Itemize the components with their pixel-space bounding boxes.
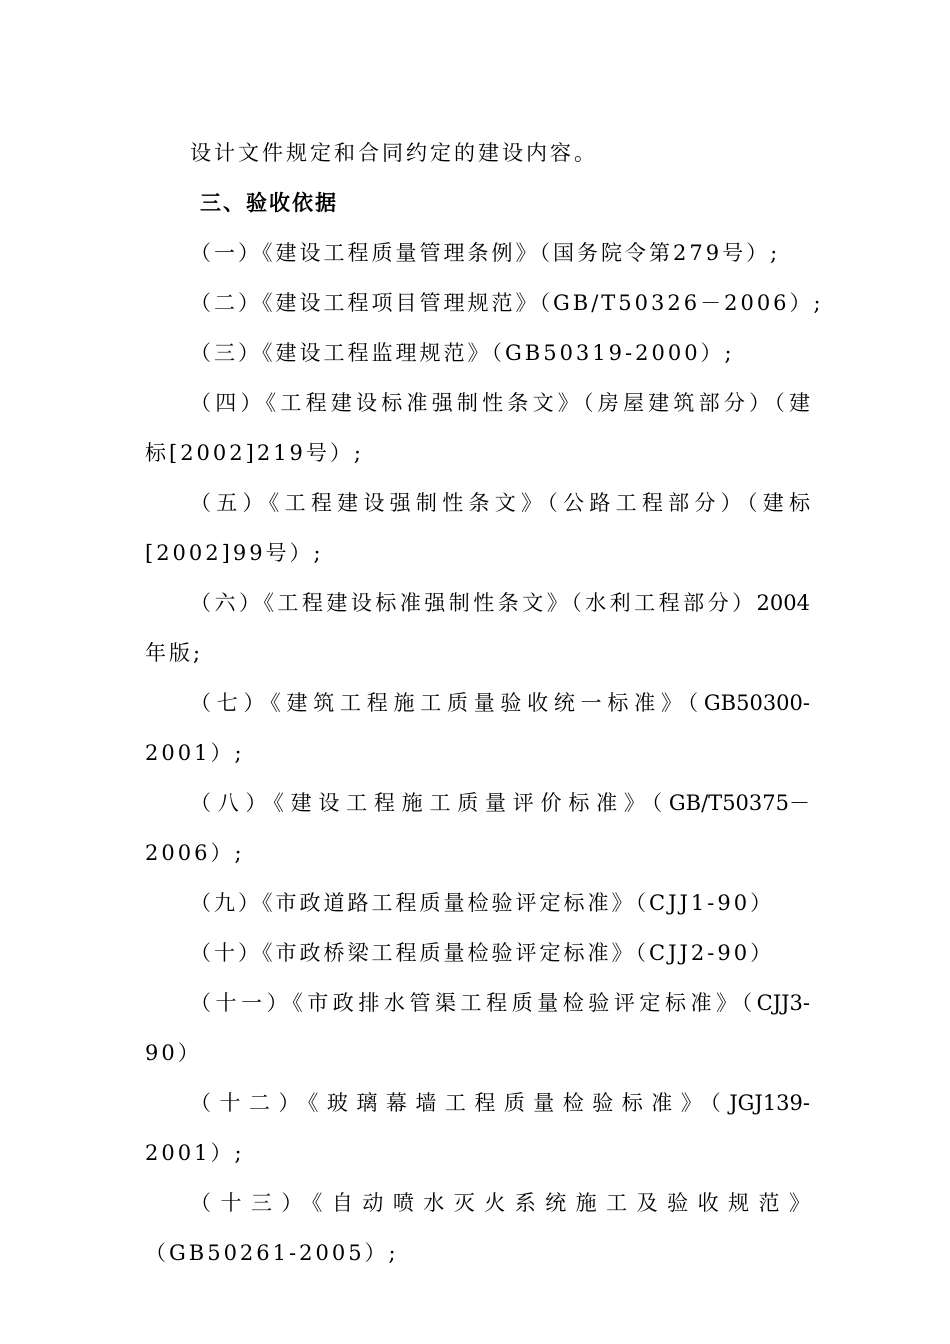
reference-item-12-continued: 2001）; xyxy=(145,1141,245,1165)
reference-item-10: （十）《市政桥梁工程质量检验评定标准》（CJJ2-90） xyxy=(190,941,775,965)
reference-item-11: （十一）《市政排水管渠工程质量检验评定标准》（CJJ3- xyxy=(190,991,810,1015)
reference-item-5: （五）《工程建设强制性条文》（公路工程部分）（建标 xyxy=(190,491,810,515)
reference-item-7: （七）《建筑工程施工质量验收统一标准》（GB50300- xyxy=(190,691,810,715)
reference-item-12: （十二）《玻璃幕墙工程质量检验标准》（JGJ139- xyxy=(190,1091,810,1115)
reference-item-7-continued: 2001）; xyxy=(145,741,245,765)
reference-item-11-continued: 90） xyxy=(145,1041,202,1065)
reference-item-4-continued: 标[2002]219号）; xyxy=(145,441,364,465)
reference-item-6-continued: 年版; xyxy=(145,641,204,665)
section-heading: 三、验收依据 xyxy=(200,191,338,215)
paragraph-line: 设计文件规定和合同约定的建设内容。 xyxy=(190,141,598,165)
reference-item-8-continued: 2006）; xyxy=(145,841,245,865)
reference-item-3: （三）《建设工程监理规范》（GB50319-2000）; xyxy=(190,341,735,365)
reference-item-2: （二）《建设工程项目管理规范》（GB/T50326－2006）; xyxy=(190,291,824,315)
reference-item-4: （四）《工程建设标准强制性条文》（房屋建筑部分）（建 xyxy=(190,391,810,415)
reference-item-13-continued: （GB50261-2005）; xyxy=(145,1241,399,1265)
reference-item-5-continued: [2002]99号）; xyxy=(145,541,324,565)
reference-item-13: （十三）《自动喷水灭火系统施工及验收规范》 xyxy=(190,1191,810,1215)
reference-item-8: （八）《建设工程施工质量评价标准》（GB/T50375－ xyxy=(190,791,810,815)
reference-item-1: （一）《建设工程质量管理条例》（国务院令第279号）; xyxy=(190,241,781,265)
reference-item-9: （九）《市政道路工程质量检验评定标准》（CJJ1-90） xyxy=(190,891,775,915)
reference-item-6: （六）《工程建设标准强制性条文》（水利工程部分）2004 xyxy=(190,591,810,615)
